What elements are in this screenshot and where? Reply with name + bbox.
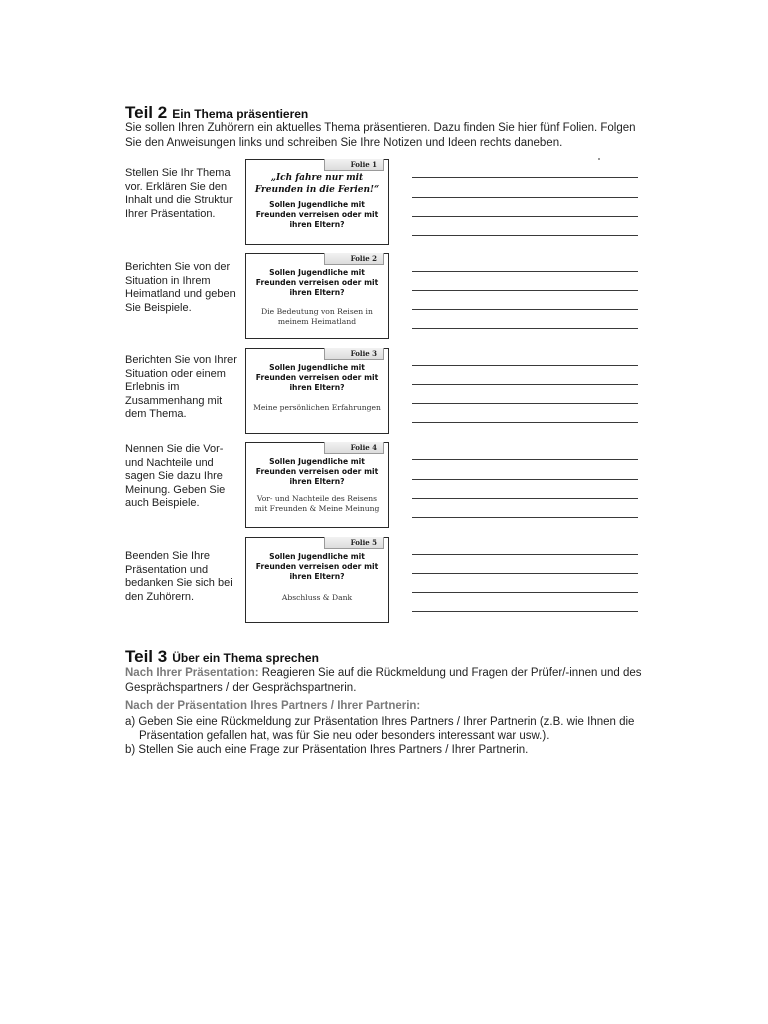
note-line[interactable]	[412, 573, 638, 574]
teil3-paragraph-1	[125, 666, 645, 695]
speck	[598, 158, 600, 160]
slide-5	[245, 537, 389, 623]
slide-5-question: Sollen Jugendliche mit Freunden verreisen oder mit ihren Eltern?	[255, 552, 379, 581]
instruction-4: Nennen Sie die Vor- und Nachteile und sagen Sie dazu Ihre Meinung. Geben Sie auch Beispiele.	[125, 443, 226, 510]
slide-3	[245, 348, 389, 434]
instruction-5: Beenden Sie Ihre Präsentation und bedanken Sie sich bei den Zuhörern.	[125, 550, 233, 603]
note-line[interactable]	[412, 403, 638, 404]
slide-5-tab: Folie 5	[324, 537, 384, 549]
note-line[interactable]	[412, 271, 638, 272]
item-a-line-1: a) Geben Sie eine Rückmeldung zur Präsentation Ihres Partners / Ihrer Partnerin (z.B. wie Ihnen die	[125, 716, 635, 728]
note-line[interactable]	[412, 592, 638, 593]
instruction-3: Berichten Sie von Ihrer Situation oder einem Erlebnis im Zusammenhang mit dem Thema.	[125, 354, 237, 421]
note-line[interactable]	[412, 177, 638, 178]
slide-4-subtitle: Vor- und Nachteile des Reisens mit Freunden & Meine Meinung	[254, 494, 380, 513]
note-line[interactable]	[412, 290, 638, 291]
note-line[interactable]	[412, 611, 638, 612]
teil2-number: Teil 2	[125, 103, 168, 122]
instruction-1: Stellen Sie Ihr Thema vor. Erklären Sie den Inhalt und die Struktur Ihrer Präsentation.	[125, 167, 233, 220]
note-line[interactable]	[412, 235, 638, 236]
slide-1	[245, 159, 389, 245]
teil3-title: Über ein Thema sprechen	[172, 651, 319, 665]
note-line[interactable]	[412, 517, 638, 518]
note-line[interactable]	[412, 365, 638, 366]
slide-4-question: Sollen Jugendliche mit Freunden verreisen oder mit ihren Eltern?	[255, 457, 379, 486]
note-line[interactable]	[412, 479, 638, 480]
teil3-item-a	[125, 715, 645, 743]
note-line[interactable]	[412, 309, 638, 310]
slide-1-tab: Folie 1	[324, 159, 384, 171]
teil3-item-b: b) Stellen Sie auch eine Frage zur Präsentation Ihres Partners / Ihrer Partnerin.	[125, 744, 529, 756]
note-line[interactable]	[412, 216, 638, 217]
teil3-number: Teil 3	[125, 647, 168, 666]
slide-5-subtitle: Abschluss & Dank	[281, 593, 353, 602]
teil3-subheading: Nach der Präsentation Ihres Partners / Ihrer Partnerin:	[125, 700, 421, 712]
note-line[interactable]	[412, 384, 638, 385]
slide-4-tab: Folie 4	[324, 442, 384, 454]
note-line[interactable]	[412, 554, 638, 555]
instruction-2: Berichten Sie von der Situation in Ihrem Heimatland und geben Sie Beispiele.	[125, 261, 236, 314]
teil2-intro: Sie sollen Ihren Zuhörern ein aktuelles Thema präsentieren. Dazu finden Sie hier fünf Folien. Folgen Sie den Anweisungen links und schreiben Sie Ihre Notizen und Ideen rechts daneben.	[125, 122, 636, 149]
slide-3-question: Sollen Jugendliche mit Freunden verreisen oder mit ihren Eltern?	[255, 363, 379, 392]
note-line[interactable]	[412, 197, 638, 198]
slide-3-subtitle: Meine persönlichen Erfahrungen	[253, 403, 381, 412]
slide-2-tab: Folie 2	[324, 253, 384, 265]
teil2-title: Ein Thema präsentieren	[172, 107, 309, 121]
after-presentation-text: Reagieren Sie auf die Rückmeldung und Fragen der Prüfer/-innen und des Gesprächspartners / der Gesprächspartnerin.	[125, 667, 642, 694]
item-a-line-2: Präsentation gefallen hat, was für Sie neu oder besonders interessant war usw.).	[139, 730, 550, 742]
slide-2-subtitle: Die Bedeutung von Reisen in meinem Heimatland	[261, 307, 373, 326]
teil3-heading	[125, 647, 319, 667]
note-line[interactable]	[412, 422, 638, 423]
after-presentation-label: Nach Ihrer Präsentation:	[125, 667, 259, 679]
slide-3-tab: Folie 3	[324, 348, 384, 360]
slide-1-question: Sollen Jugendliche mit Freunden verreisen oder mit ihren Eltern?	[255, 200, 379, 229]
slide-2-question: Sollen Jugendliche mit Freunden verreisen oder mit ihren Eltern?	[255, 268, 379, 297]
note-line[interactable]	[412, 328, 638, 329]
slide-2	[245, 253, 389, 339]
note-line[interactable]	[412, 498, 638, 499]
note-line[interactable]	[412, 459, 638, 460]
teil2-heading	[125, 103, 308, 123]
slide-4	[245, 442, 389, 528]
slide-1-headline: „Ich fahre nur mit Freunden in die Ferien!“	[254, 173, 380, 195]
